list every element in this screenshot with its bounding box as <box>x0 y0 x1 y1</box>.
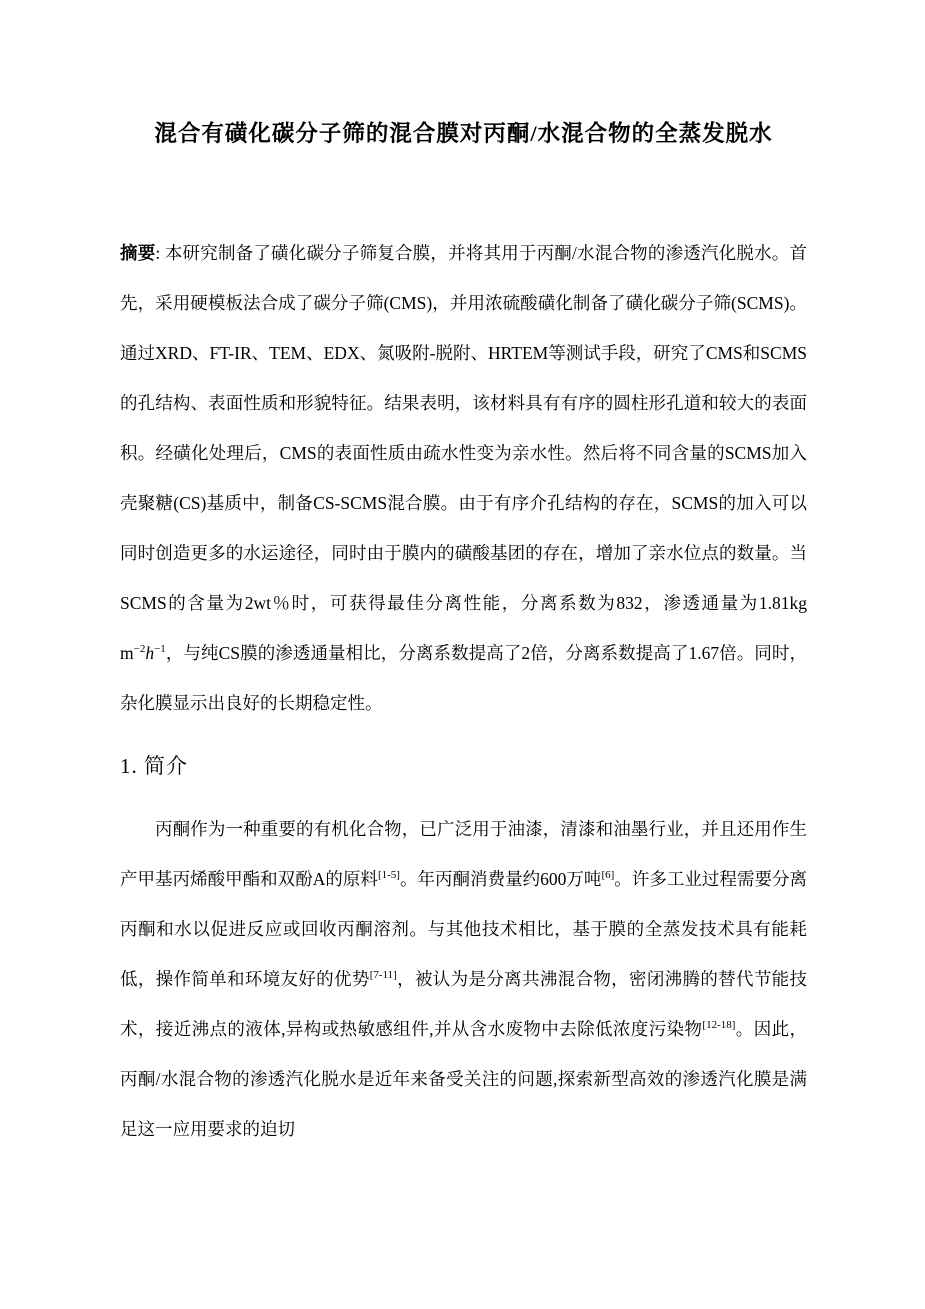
section-heading-introduction: 1. 简介 <box>120 754 188 778</box>
introduction-paragraph: 丙酮作为一种重要的有机化合物，已广泛用于油漆，清漆和油墨行业，并且还用作生产甲基丙烯酸甲酯和双酚A的原料[1-5]。年丙酮消费量约600万吨[6]。许多工业过程需要分离丙酮和水以促进反应或回收丙酮溶剂。与其他技术相比，基于膜的全蒸发技术具有能耗低，操作简单和环境友好的优势[7-11]，被认为是分离共沸混合物，密闭沸腾的替代节能技术，接近沸点的液体,异构或热敏感组件,并从含水废物中去除低浓度污染物[12-18]。因此，丙酮/水混合物的渗透汽化脱水是近年来备受关注的问题,探索新型高效的渗透汽化膜是满足这一应用要求的迫切 <box>120 819 808 1139</box>
abstract-paragraph: 摘要: 本研究制备了磺化碳分子筛复合膜，并将其用于丙酮/水混合物的渗透汽化脱水。首先，采用硬模板法合成了碳分子筛(CMS)，并用浓硫酸磺化制备了磺化碳分子筛(SCMS)。通过XRD、FT-IR、TEM、EDX、氮吸附-脱附、HRTEM等测试手段，研究了CMS和SCMS的孔结构、表面性质和形貌特征。结果表明，该材料具有有序的圆柱形孔道和较大的表面积。经磺化处理后，CMS的表面性质由疏水性变为亲水性。然后将不同含量的SCMS加入壳聚糖(CS)基质中，制备CS-SCMS混合膜。由于有序介孔结构的存在，SCMS的加入可以同时创造更多的水运途径，同时由于膜内的磺酸基团的存在，增加了亲水位点的数量。当SCMS的含量为2wt％时，可获得最佳分离性能，分离系数为832，渗透通量为1.81kg $m^{-2}h^{-1}$，与纯CS膜的渗透通量相比，分离系数提高了2倍，分离系数提高了1.67倍。同时，杂化膜显示出良好的长期稳定性。 <box>120 243 807 713</box>
paper-title: 混合有磺化碳分子筛的混合膜对丙酮/水混合物的全蒸发脱水 <box>154 121 773 146</box>
